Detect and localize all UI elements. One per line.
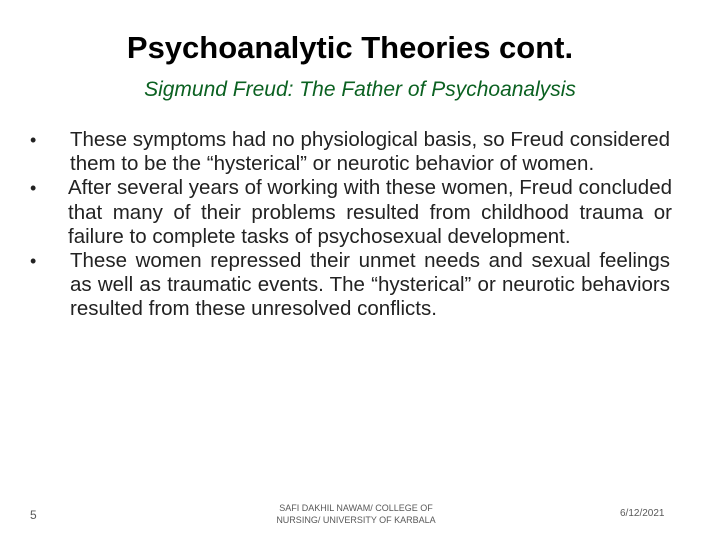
slide-subtitle: Sigmund Freud: The Father of Psychoanalysis [144,78,576,101]
bullet-text: These symptoms had no physiological basis, so Freud considered them to be the “hysterical” or neurotic behavior of women. [70,128,670,176]
bullet-text: These women repressed their unmet needs and sexual feelings as well as traumatic events. The “hysterical” or neurotic behaviors resulted from these unresolved conflicts. [70,249,670,321]
bullet-list [30,128,670,322]
slide-title: Psychoanalytic Theories cont. [126,30,574,65]
bullet-item [30,176,672,249]
bullet-text: After several years of working with these women, Freud concluded that many of their problems resulted from childhood trauma or failure to complete tasks of psychosexual development. [68,176,672,248]
footer-page-number: 5 [30,508,37,522]
footer-author [250,502,462,526]
bullet-dot-icon: • [30,130,37,150]
footer-author-line2: NURSING/ UNIVERSITY OF KARBALA [276,515,436,525]
bullet-dot-icon: • [30,178,37,199]
bullet-item [30,249,670,322]
footer-date: 6/12/2021 [620,508,665,519]
bullet-dot-icon: • [30,251,37,272]
bullet-item [30,128,670,176]
footer-author-line1: SAFI DAKHIL NAWAM/ COLLEGE OF [279,503,433,513]
